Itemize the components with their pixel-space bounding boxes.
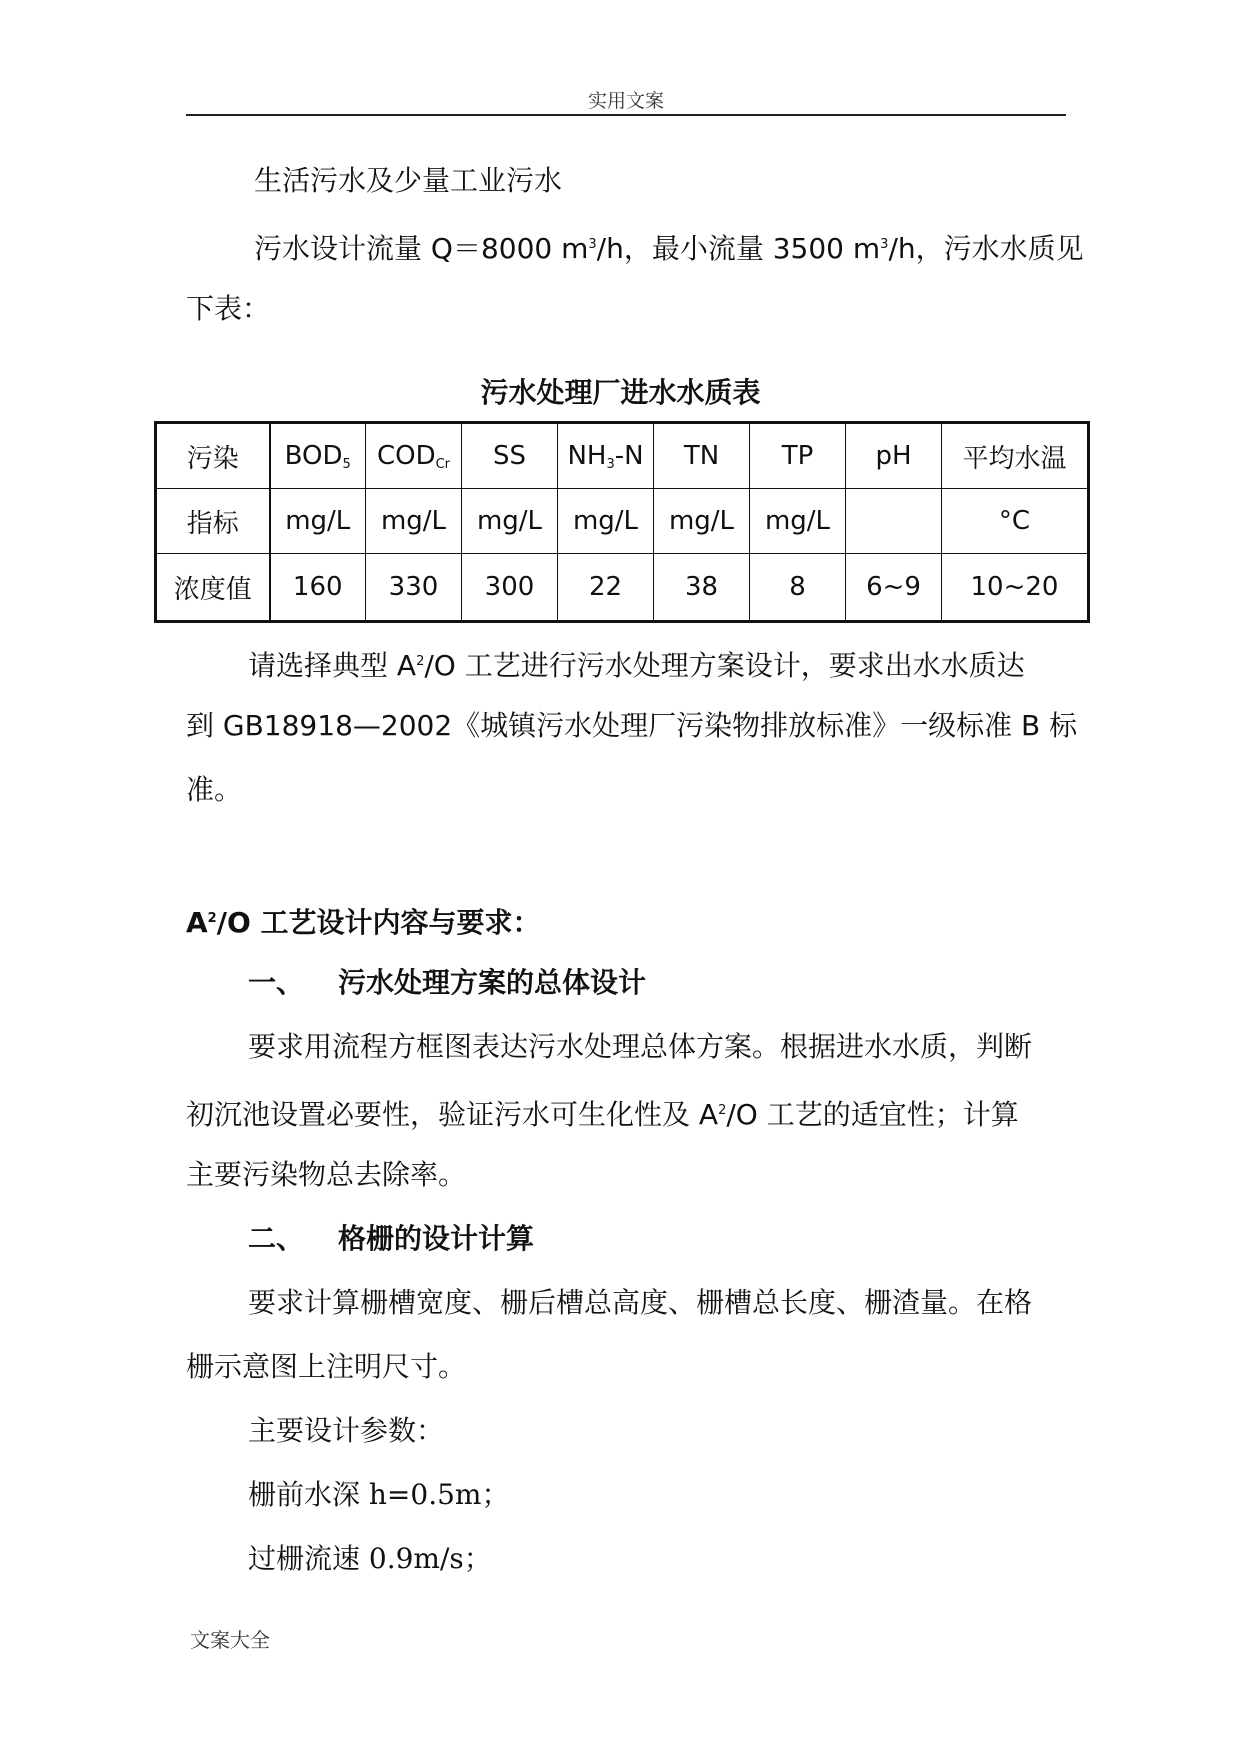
heading-text-2: /O 工艺设计内容与要求： <box>216 906 541 939</box>
table-row <box>156 489 1089 554</box>
col-tn: TN <box>654 423 750 489</box>
table-row <box>156 554 1089 622</box>
h1-text-1: 初沉池设置必要性，验证污水可生化性及 A <box>186 1098 719 1131</box>
nh-suffix: -N <box>614 440 644 471</box>
table-title: 污水处理厂进水水质表 <box>480 376 761 409</box>
col-tp: TP <box>750 423 846 489</box>
flow-text-1: 污水设计流量 Q＝8000 m <box>254 232 589 265</box>
unit-cell: mg/L <box>366 489 462 554</box>
req-text-2: /O 工艺进行污水处理方案设计，要求出水水质达 <box>424 649 1025 682</box>
section-heading <box>186 902 541 940</box>
header-rule <box>186 114 1066 116</box>
paragraph-flow-cont: 下表： <box>186 292 271 325</box>
superscript-2: 2 <box>416 654 425 669</box>
superscript-3: 3 <box>588 237 597 252</box>
superscript-2: 2 <box>718 1103 727 1118</box>
paragraph-h1-1: 要求用流程方框图表达污水处理总体方案。根据进水水质，判断 <box>248 1030 1033 1063</box>
col-ss: SS <box>462 423 558 489</box>
row-label-pollutant: 污染 <box>156 423 270 489</box>
paragraph-h2-2: 栅示意图上注明尺寸。 <box>186 1350 467 1383</box>
superscript-3: 3 <box>880 237 889 252</box>
param-depth: 栅前水深 h=0.5m； <box>248 1478 510 1511</box>
paragraph-h1-3: 主要污染物总去除率。 <box>186 1158 467 1191</box>
table-row <box>156 423 1089 489</box>
cod-label: COD <box>376 440 436 471</box>
paragraph-h2-1: 要求计算栅槽宽度、栅后槽总高度、栅槽总长度、栅渣量。在格 <box>248 1286 1033 1319</box>
page-footer: 文案大全 <box>190 1628 270 1652</box>
paragraph-requirement-cont: 到 GB18918—2002《城镇污水处理厂污染物排放标准》一级标准 B 标 <box>186 709 1078 742</box>
h1-text-2: /O 工艺的适宜性；计算 <box>726 1098 1019 1131</box>
param-velocity: 过栅流速 0.9m/s； <box>248 1542 492 1575</box>
subheading-number: 一、 <box>248 966 305 999</box>
unit-cell: mg/L <box>270 489 366 554</box>
nh-label: NH <box>567 440 607 471</box>
unit-cell <box>846 489 942 554</box>
heading-text-1: A <box>186 906 208 939</box>
value-cell: 160 <box>270 554 366 622</box>
subheading-2 <box>248 1222 534 1256</box>
paragraph-flow <box>254 228 1084 266</box>
value-cell: 22 <box>558 554 654 622</box>
value-cell: 10~20 <box>942 554 1089 622</box>
subheading-1 <box>248 966 646 1000</box>
flow-text-2: /h，最小流量 3500 m <box>596 232 881 265</box>
nh-subscript: 3 <box>606 456 615 472</box>
heading-superscript: 2 <box>207 911 217 926</box>
value-cell: 300 <box>462 554 558 622</box>
value-cell: 8 <box>750 554 846 622</box>
unit-cell: mg/L <box>462 489 558 554</box>
col-temp: 平均水温 <box>942 423 1089 489</box>
req-text-1: 请选择典型 A <box>248 649 417 682</box>
value-cell: 6~9 <box>846 554 942 622</box>
paragraph-h2-3: 主要设计参数： <box>248 1414 445 1447</box>
page-header: 实用文案 <box>587 90 664 112</box>
row-label-concentration: 浓度值 <box>156 554 270 622</box>
subheading-text: 格栅的设计计算 <box>338 1222 535 1255</box>
bod-label: BOD <box>284 440 343 471</box>
col-ph: pH <box>846 423 942 489</box>
subheading-text: 污水处理方案的总体设计 <box>338 966 647 999</box>
unit-cell: mg/L <box>750 489 846 554</box>
paragraph-h1-2 <box>186 1094 1019 1132</box>
water-quality-table <box>154 421 1090 623</box>
row-label-indicator: 指标 <box>156 489 270 554</box>
col-bod <box>270 423 366 489</box>
cod-subscript: Cr <box>435 456 451 472</box>
paragraph-requirement-end: 准。 <box>186 773 243 806</box>
paragraph-source: 生活污水及少量工业污水 <box>254 164 563 197</box>
value-cell: 38 <box>654 554 750 622</box>
unit-cell: °C <box>942 489 1089 554</box>
value-cell: 330 <box>366 554 462 622</box>
bod-subscript: 5 <box>342 456 351 472</box>
unit-cell: mg/L <box>654 489 750 554</box>
flow-text-3: /h，污水水质见 <box>888 232 1084 265</box>
col-nh3n <box>558 423 654 489</box>
subheading-number: 二、 <box>248 1222 305 1255</box>
paragraph-requirement <box>248 645 1025 683</box>
col-cod <box>366 423 462 489</box>
unit-cell: mg/L <box>558 489 654 554</box>
